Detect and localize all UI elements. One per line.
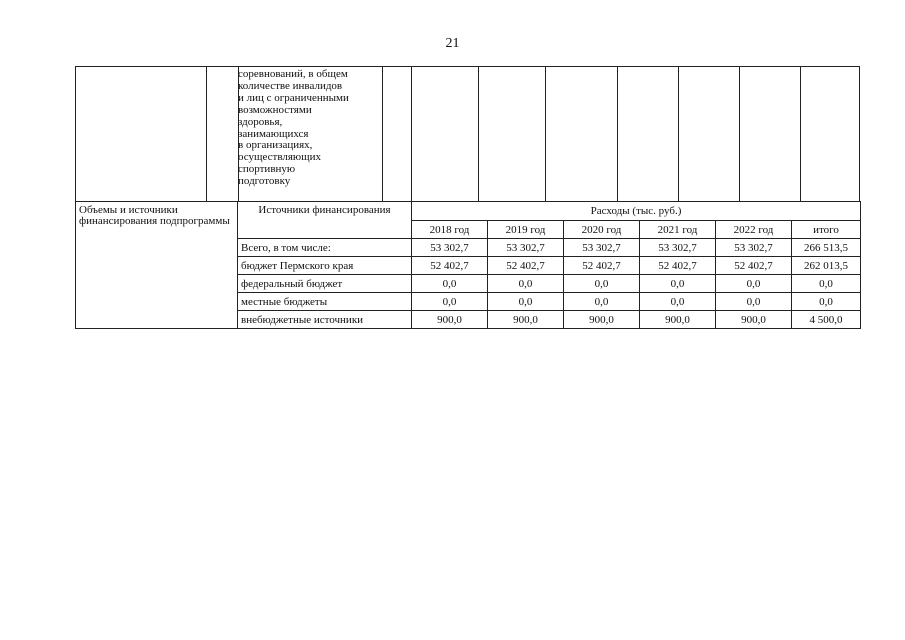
- total-cell: 4 500,0: [792, 311, 861, 329]
- source-label: бюджет Пермского края: [238, 257, 412, 275]
- value-cell: 53 302,7: [640, 239, 716, 257]
- value-cell: 53 302,7: [488, 239, 564, 257]
- value-cell: 0,0: [640, 293, 716, 311]
- source-label: Всего, в том числе:: [238, 239, 412, 257]
- year-header: 2020 год: [564, 221, 640, 239]
- total-cell: 0,0: [792, 275, 861, 293]
- total-cell: 262 013,5: [792, 257, 861, 275]
- column-divider: [617, 67, 618, 201]
- value-cell: 0,0: [640, 275, 716, 293]
- value-cell: 52 402,7: [488, 257, 564, 275]
- value-cell: 0,0: [564, 293, 640, 311]
- value-cell: 0,0: [412, 275, 488, 293]
- page-number: 21: [445, 36, 460, 51]
- value-cell: 53 302,7: [564, 239, 640, 257]
- value-cell: 0,0: [564, 275, 640, 293]
- value-cell: 900,0: [412, 311, 488, 329]
- source-label: федеральный бюджет: [238, 275, 412, 293]
- expenses-header: Расходы (тыс. руб.): [412, 202, 861, 221]
- financing-table: [75, 201, 861, 329]
- year-header: 2019 год: [488, 221, 564, 239]
- column-divider: [382, 67, 383, 201]
- value-cell: 900,0: [564, 311, 640, 329]
- value-cell: 53 302,7: [412, 239, 488, 257]
- source-label: внебюджетные источники: [238, 311, 412, 329]
- column-divider: [678, 67, 679, 201]
- column-divider: [800, 67, 801, 201]
- column-divider: [411, 67, 412, 201]
- value-cell: 52 402,7: [412, 257, 488, 275]
- value-cell: 52 402,7: [564, 257, 640, 275]
- value-cell: 52 402,7: [640, 257, 716, 275]
- column-divider: [739, 67, 740, 201]
- column-divider: [478, 67, 479, 201]
- value-cell: 53 302,7: [716, 239, 792, 257]
- value-cell: 0,0: [716, 275, 792, 293]
- total-cell: 0,0: [792, 293, 861, 311]
- column-divider: [206, 67, 207, 201]
- value-cell: 0,0: [716, 293, 792, 311]
- total-header: итого: [792, 221, 861, 239]
- value-cell: 0,0: [412, 293, 488, 311]
- value-cell: 52 402,7: [716, 257, 792, 275]
- financing-section-label: Объемы и источники финансирования подпрограммы: [76, 202, 238, 329]
- value-cell: 900,0: [640, 311, 716, 329]
- goal-indicator-text: соревнований, в общем количестве инвалидов и лиц с ограниченными возможностями здоровья, занимающихся в организациях, осуществляющих спортивную подготовку: [238, 68, 349, 188]
- total-cell: 266 513,5: [792, 239, 861, 257]
- value-cell: 900,0: [488, 311, 564, 329]
- goal-indicator-row: [75, 66, 860, 201]
- value-cell: 900,0: [716, 311, 792, 329]
- column-divider: [545, 67, 546, 201]
- sources-header: Источники финансирования: [238, 202, 412, 239]
- value-cell: 0,0: [488, 275, 564, 293]
- year-header: 2018 год: [412, 221, 488, 239]
- year-header: 2021 год: [640, 221, 716, 239]
- source-label: местные бюджеты: [238, 293, 412, 311]
- value-cell: 0,0: [488, 293, 564, 311]
- year-header: 2022 год: [716, 221, 792, 239]
